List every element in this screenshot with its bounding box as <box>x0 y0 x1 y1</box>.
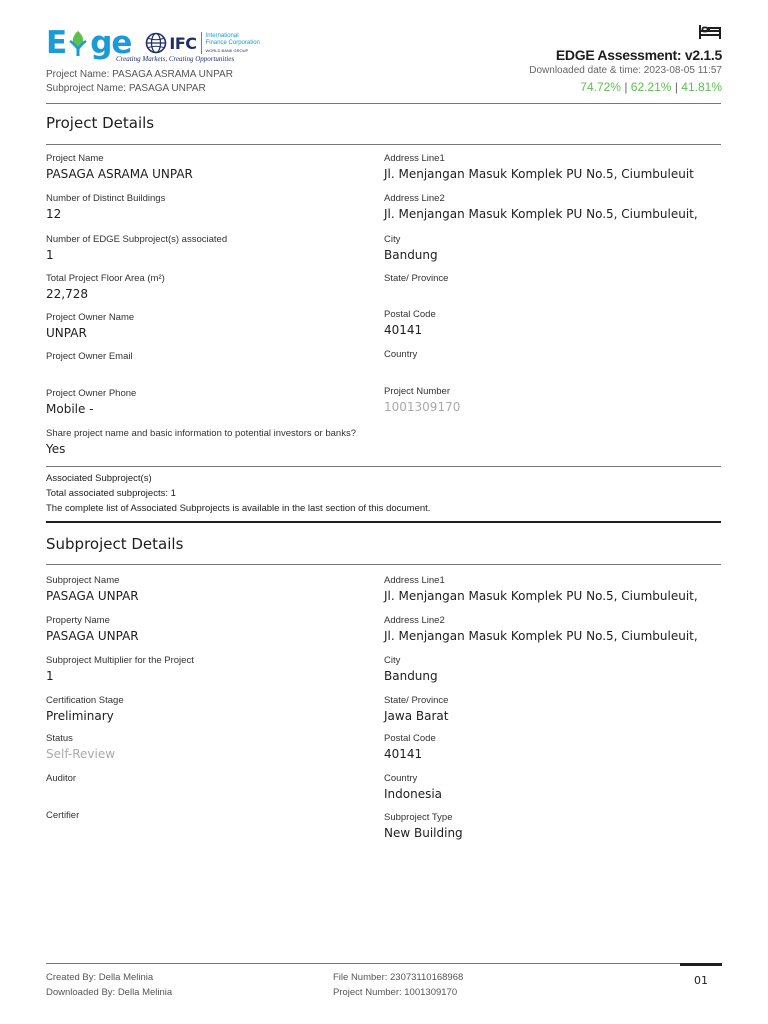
field-address-line1: Address Line1 Jl. Menjangan Masuk Komplek PU No.5, Ciumbuleuit <box>384 153 694 181</box>
created-by: Created By: Della Melinia <box>46 972 154 983</box>
header-divider <box>46 103 721 104</box>
footer-numbers <box>333 970 463 1000</box>
field-owner-name: Project Owner Name UNPAR <box>46 312 135 340</box>
page-number: 01 <box>694 974 708 987</box>
associated-subprojects <box>46 471 430 516</box>
associated-total: Total associated subprojects: 1 <box>46 488 176 499</box>
project-details-title: Project Details <box>46 114 155 132</box>
subproject-details-divider <box>46 564 721 565</box>
field-city: City Bandung <box>384 234 438 262</box>
subproject-details-title: Subproject Details <box>46 535 184 553</box>
field-project-name: Project Name PASAGA ASRAMA UNPAR <box>46 153 193 181</box>
ifc-name: IFC <box>169 33 197 53</box>
document-header <box>46 22 722 98</box>
performance-percentages: 74.72% | 62.21% | 41.81% <box>580 80 722 94</box>
field-sub-address-line1: Address Line1 Jl. Menjangan Masuk Komplek PU No.5, Ciumbuleuit, <box>384 575 698 603</box>
ifc-separator <box>201 32 202 54</box>
field-state: State/ Province <box>384 273 449 284</box>
download-timestamp: Downloaded date & time: 2023-08-05 11:57 <box>529 65 722 76</box>
downloaded-by: Downloaded By: Della Melinia <box>46 987 173 998</box>
water-savings-pct: 62.21% <box>630 80 672 94</box>
field-sub-state: State/ Province Jawa Barat <box>384 695 449 723</box>
field-project-number: Project Number 1001309170 <box>384 386 461 414</box>
field-floor-area: Total Project Floor Area (m²) 22,728 <box>46 273 165 301</box>
file-number: File Number: 23073110168968 <box>333 972 464 983</box>
ifc-tagline: Creating Markets, Creating Opportunities <box>116 55 235 63</box>
field-postal-code: Postal Code 40141 <box>384 309 436 337</box>
bed-icon <box>698 24 722 40</box>
field-property-name: Property Name PASAGA UNPAR <box>46 615 139 643</box>
page-number-bar <box>680 963 722 966</box>
associated-note: The complete list of Associated Subprojects is available in the last section of this document. <box>46 503 431 514</box>
field-sub-address-line2: Address Line2 Jl. Menjangan Masuk Komplek PU No.5, Ciumbuleuit, <box>384 615 698 643</box>
field-certification-stage: Certification Stage Preliminary <box>46 695 124 723</box>
footer-authors <box>46 970 172 1000</box>
header-project-name: Project Name: PASAGA ASRAMA UNPAR <box>46 69 233 80</box>
document-footer <box>46 963 722 1003</box>
field-sub-postal-code: Postal Code 40141 <box>384 733 436 761</box>
field-certifier: Certifier <box>46 810 80 821</box>
field-subproject-multiplier: Subproject Multiplier for the Project 1 <box>46 655 194 683</box>
field-sub-country: Country Indonesia <box>384 773 443 801</box>
field-share-info: Share project name and basic information to potential investors or banks? Yes <box>46 428 356 456</box>
footer-divider <box>46 963 680 964</box>
field-auditor: Auditor <box>46 773 77 784</box>
edge-leaf-icon <box>67 29 89 57</box>
field-status: Status Self-Review <box>46 733 116 761</box>
footer-project-number: Project Number: 1001309170 <box>333 987 458 998</box>
project-details-divider <box>46 144 721 145</box>
energy-savings-pct: 74.72% <box>580 80 621 94</box>
materials-savings-pct: 41.81% <box>681 80 722 94</box>
field-subprojects-associated: Number of EDGE Subproject(s) associated 1 <box>46 234 228 262</box>
header-subproject-name: Subproject Name: PASAGA UNPAR <box>46 83 206 94</box>
header-right <box>529 22 722 94</box>
edge-logo: E ge <box>46 25 132 61</box>
field-country: Country <box>384 349 418 360</box>
globe-icon <box>145 32 167 54</box>
field-address-line2: Address Line2 Jl. Menjangan Masuk Komplek PU No.5, Ciumbuleuit, <box>384 193 698 221</box>
associated-divider <box>46 466 721 467</box>
field-owner-email: Project Owner Email <box>46 351 133 362</box>
field-subproject-type: Subproject Type New Building <box>384 812 463 840</box>
field-distinct-buildings: Number of Distinct Buildings 12 <box>46 193 166 221</box>
field-subproject-name: Subproject Name PASAGA UNPAR <box>46 575 139 603</box>
ifc-logo <box>145 32 260 54</box>
assessment-title: EDGE Assessment: v2.1.5 <box>555 47 722 63</box>
ifc-fullname: International Finance Corporation WORLD BANK GROUP <box>205 32 260 53</box>
field-sub-city: City Bandung <box>384 655 438 683</box>
associated-heading: Associated Subproject(s) <box>46 473 152 484</box>
field-owner-phone: Project Owner Phone Mobile - <box>46 388 137 416</box>
section-divider <box>46 521 721 523</box>
